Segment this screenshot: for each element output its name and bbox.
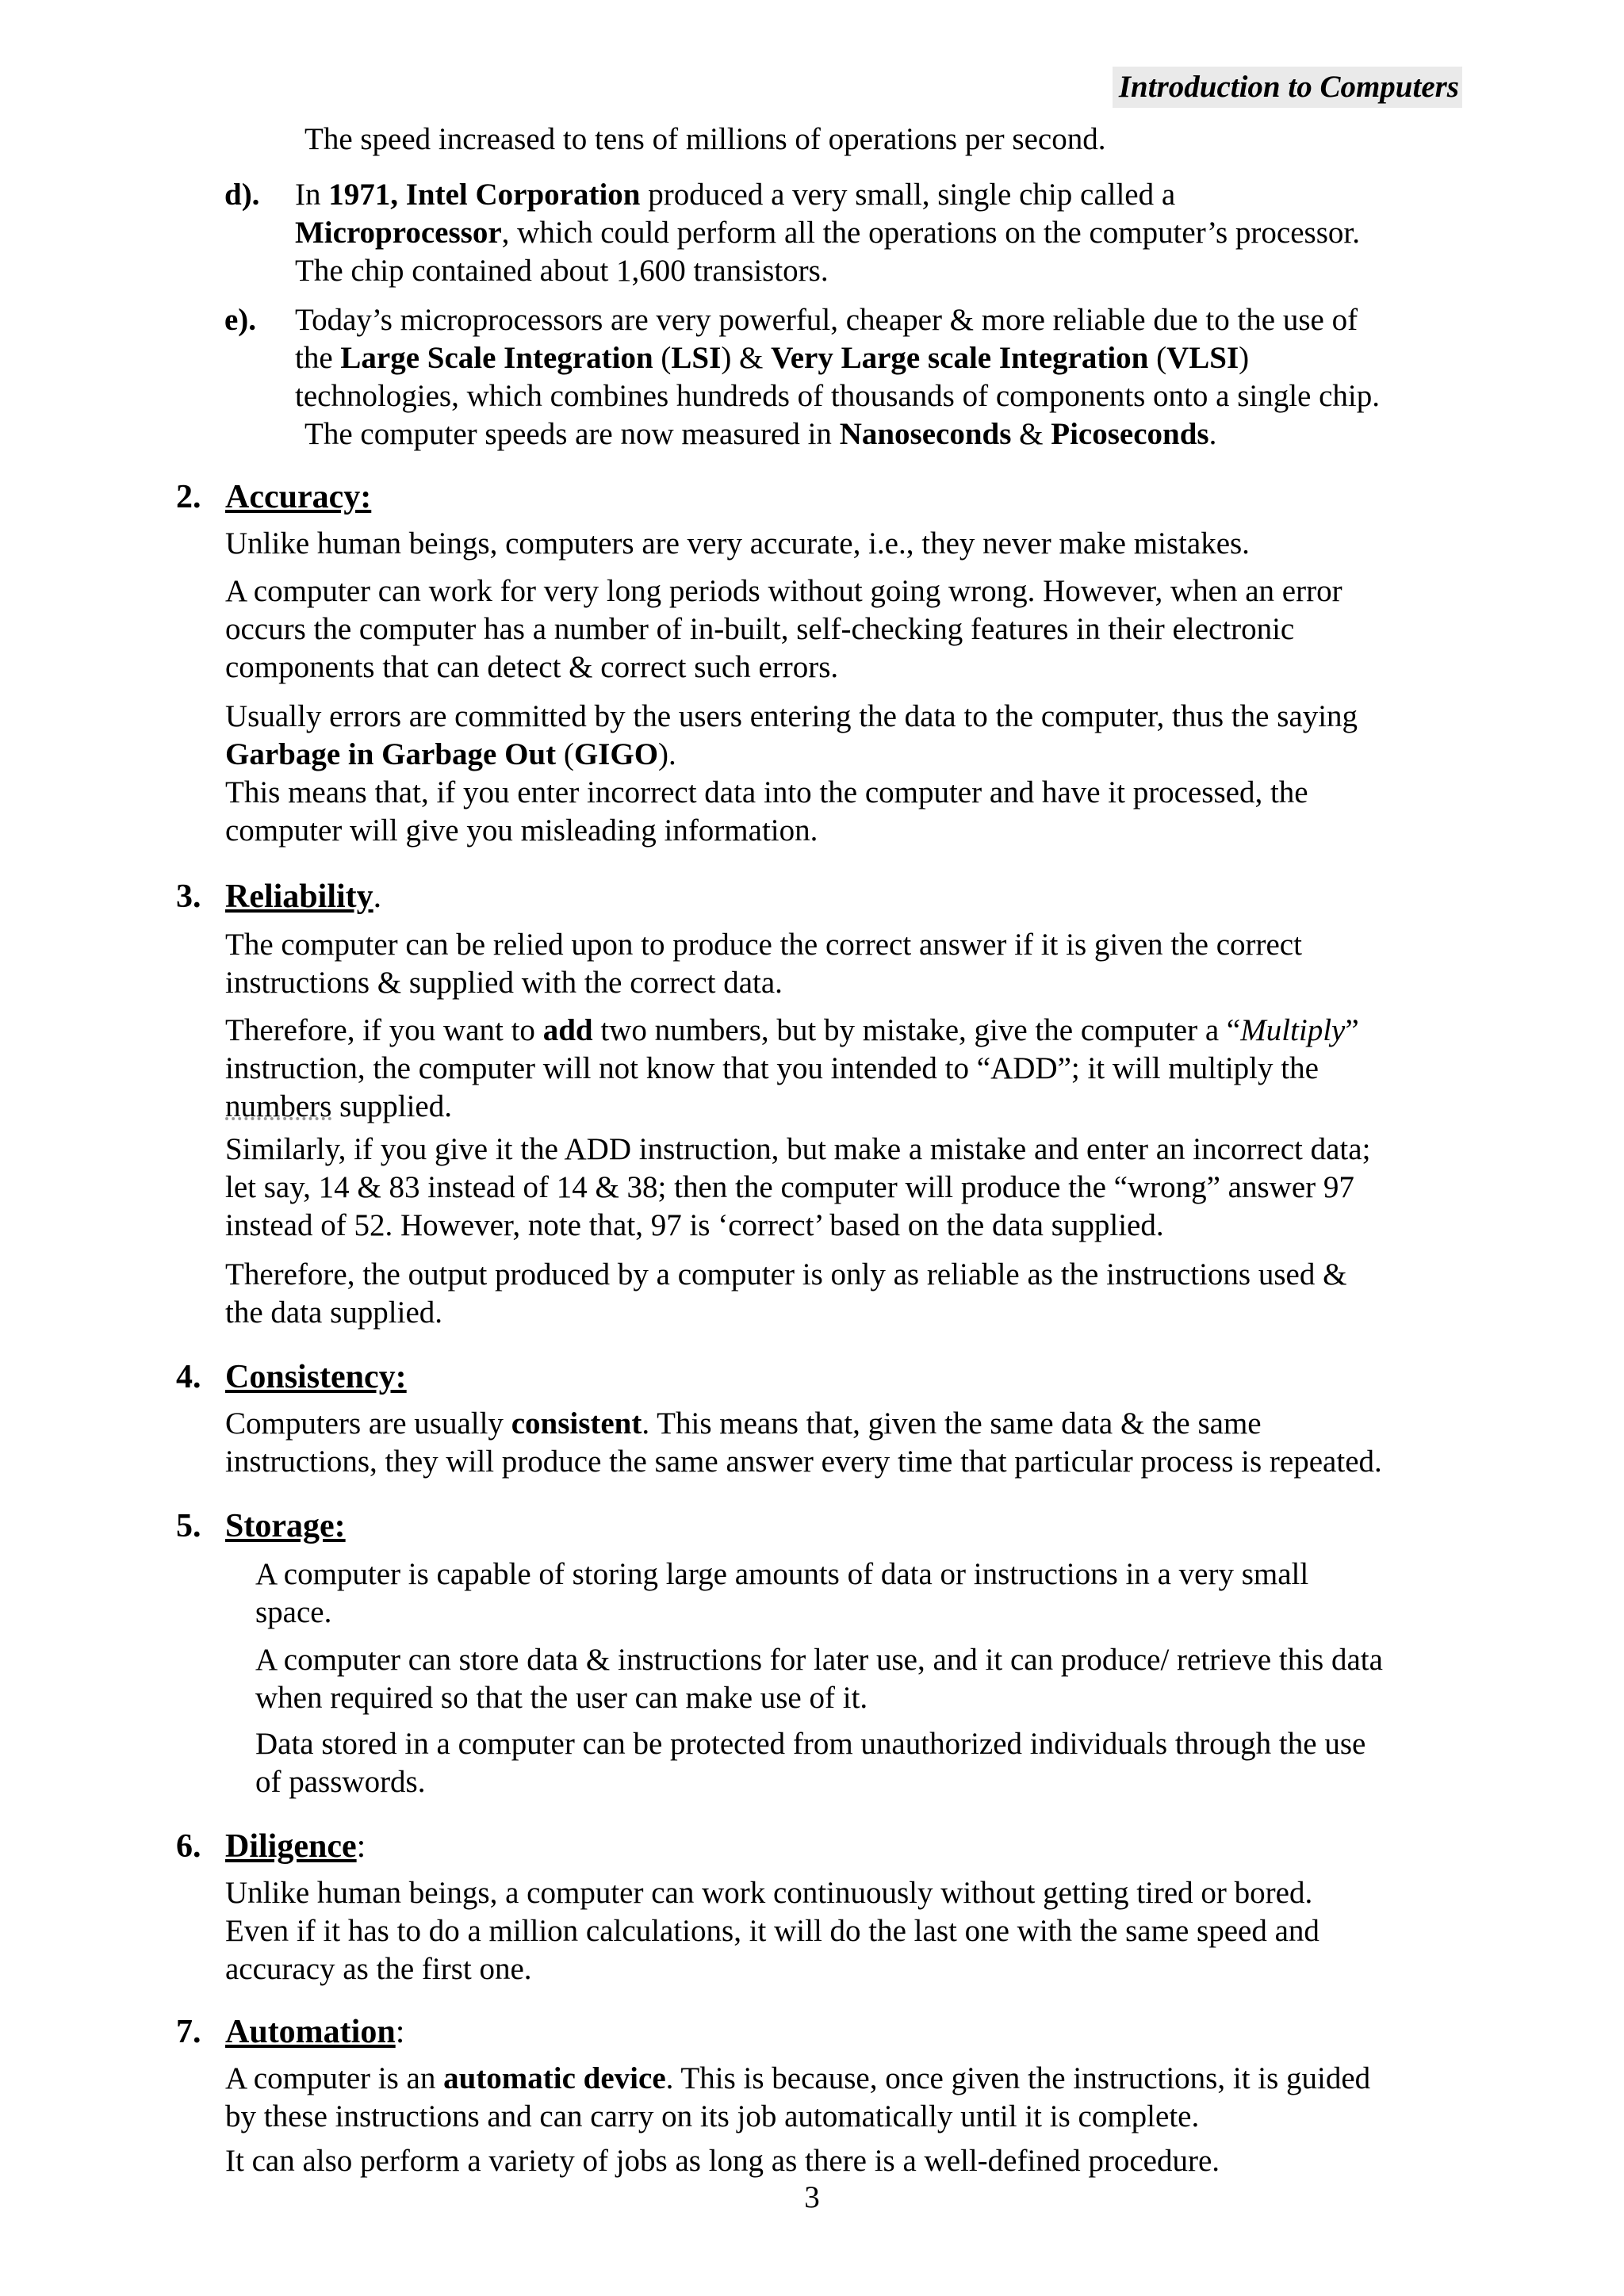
s2-p3-line-2: Garbage in Garbage Out (GIGO). <box>225 737 676 771</box>
s3-p2-line-1: Therefore, if you want to add two numbers, but by mistake, give the computer a “Multiply” <box>225 1013 1359 1047</box>
section-3-title: Reliability. <box>225 878 382 915</box>
s2-p1: Unlike human beings, computers are very accurate, i.e., they never make mistakes. <box>225 526 1250 561</box>
section-5-title: Storage: <box>225 1508 346 1544</box>
s3-p4-line-2: the data supplied. <box>225 1295 443 1330</box>
s2-p4-line-2: computer will give you misleading information. <box>225 813 818 848</box>
item-d-line-1: In 1971, Intel Corporation produced a very small, single chip called a <box>295 178 1176 212</box>
s6-p1-line-3: accuracy as the first one. <box>225 1952 532 1986</box>
section-2-title: Accuracy: <box>225 479 372 515</box>
s4-p1-line-1: Computers are usually consistent. This means that, given the same data & the same <box>225 1406 1262 1441</box>
page-number: 3 <box>804 2180 820 2214</box>
s6-p1-line-1: Unlike human beings, a computer can work continuously without getting tired or bored. <box>225 1876 1313 1910</box>
item-e-marker: e). <box>224 303 257 337</box>
s5-p2-line-1: A computer can store data & instructions for later use, and it can produce/ retrieve this data <box>255 1643 1383 1677</box>
s5-p1-line-1: A computer is capable of storing large amounts of data or instructions in a very small <box>255 1557 1309 1591</box>
section-6-title: Diligence: <box>225 1828 366 1865</box>
running-header: Introduction to Computers <box>1113 67 1462 108</box>
s7-p1-line-1: A computer is an automatic device. This is because, once given the instructions, it is guided <box>225 2061 1371 2095</box>
s3-p4-line-1: Therefore, the output produced by a computer is only as reliable as the instructions used & <box>225 1257 1347 1292</box>
item-e-line-1: Today’s microprocessors are very powerful, cheaper & more reliable due to the use of <box>295 303 1358 337</box>
section-5-number: 5. <box>176 1508 201 1544</box>
s5-p3-line-2: of passwords. <box>255 1765 426 1799</box>
section-6-number: 6. <box>176 1828 201 1865</box>
s3-p2-line-2: instruction, the computer will not know that you intended to “ADD”; it will multiply the <box>225 1051 1319 1085</box>
item-d-line-2: Microprocessor, which could perform all the operations on the computer’s processor. <box>295 216 1360 250</box>
s2-p3-line-1: Usually errors are committed by the users entering the data to the computer, thus the saying <box>225 699 1358 733</box>
item-e-line-4: The computer speeds are now measured in Nanoseconds & Picoseconds. <box>304 417 1217 451</box>
section-7-number: 7. <box>176 2014 201 2050</box>
section-4-title: Consistency: <box>225 1359 407 1395</box>
section-3-number: 3. <box>176 878 201 915</box>
s2-p2-line-3: components that can detect & correct such errors. <box>225 650 839 684</box>
section-7-title: Automation: <box>225 2014 405 2050</box>
item-d-line-3: The chip contained about 1,600 transistors. <box>295 254 829 288</box>
s3-p2-line-3: numbers supplied. <box>225 1089 452 1123</box>
s3-p1-line-1: The computer can be relied upon to produce the correct answer if it is given the correct <box>225 928 1302 962</box>
s5-p1-line-2: space. <box>255 1595 332 1629</box>
s5-p2-line-2: when required so that the user can make use of it. <box>255 1681 868 1715</box>
s7-p2: It can also perform a variety of jobs as long as there is a well-defined procedure. <box>225 2144 1220 2178</box>
s2-p4-line-1: This means that, if you enter incorrect data into the computer and have it processed, the <box>225 775 1308 809</box>
s2-p2-line-1: A computer can work for very long periods without going wrong. However, when an error <box>225 574 1342 608</box>
speed-continuation: The speed increased to tens of millions of operations per second. <box>304 122 1106 156</box>
section-4-number: 4. <box>176 1359 201 1395</box>
s3-p3-line-1: Similarly, if you give it the ADD instruction, but make a mistake and enter an incorrect data; <box>225 1132 1371 1166</box>
s3-p3-line-3: instead of 52. However, note that, 97 is ‘correct’ based on the data supplied. <box>225 1208 1164 1242</box>
s5-p3-line-1: Data stored in a computer can be protected from unauthorized individuals through the use <box>255 1727 1366 1761</box>
item-d-marker: d). <box>224 178 260 212</box>
s4-p1-line-2: instructions, they will produce the same answer every time that particular process is repeated. <box>225 1445 1382 1479</box>
s6-p1-line-2: Even if it has to do a million calculations, it will do the last one with the same speed and <box>225 1914 1320 1948</box>
section-2-number: 2. <box>176 479 201 515</box>
s3-p3-line-2: let say, 14 & 83 instead of 14 & 38; then the computer will produce the “wrong” answer 97 <box>225 1170 1354 1204</box>
s2-p2-line-2: occurs the computer has a number of in-built, self-checking features in their electronic <box>225 612 1295 646</box>
item-e-line-2: the Large Scale Integration (LSI) & Very Large scale Integration (VLSI) <box>295 341 1250 375</box>
s7-p1-line-2: by these instructions and can carry on its job automatically until it is complete. <box>225 2099 1200 2133</box>
s3-p1-line-2: instructions & supplied with the correct data. <box>225 966 783 1000</box>
item-e-line-3: technologies, which combines hundreds of thousands of components onto a single chip. <box>295 379 1381 413</box>
